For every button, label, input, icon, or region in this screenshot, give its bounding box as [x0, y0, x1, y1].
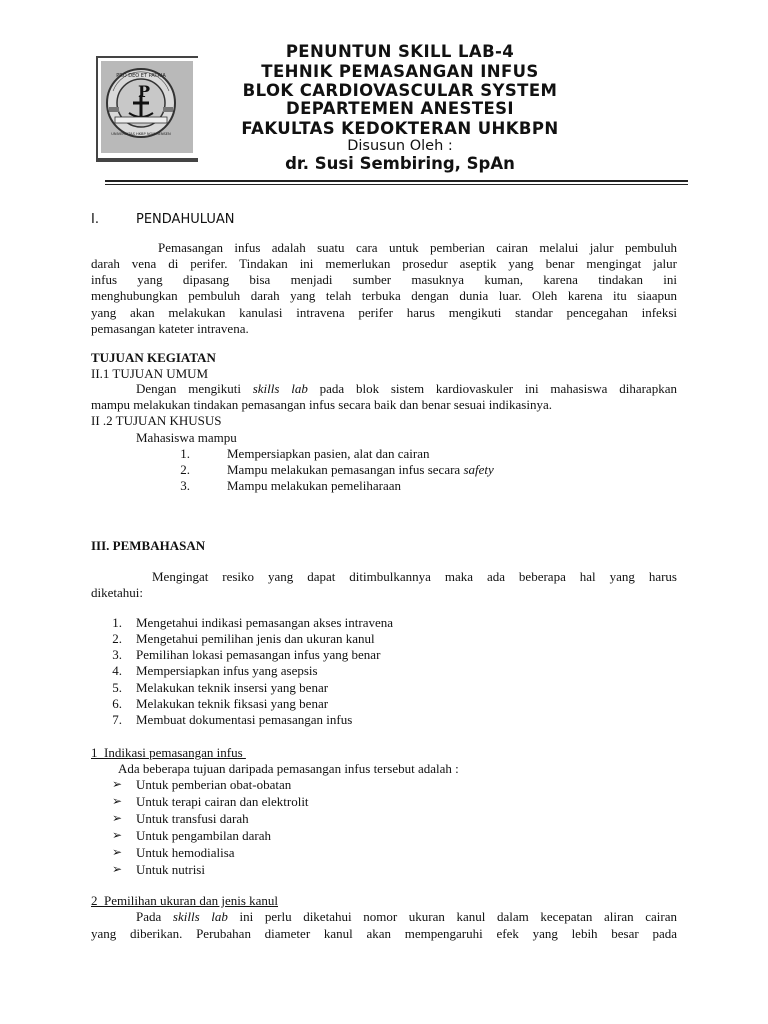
doc-title-line3: BLOK CARDIOVASCULAR SYSTEM: [242, 81, 558, 100]
tujuan-umum-text-b: pada blok sistem kardiovaskuler ini mahasiswa diharapkan: [307, 381, 677, 396]
section-1-title: PENDAHULUAN: [136, 212, 235, 227]
tujuan-item: Mempersiapkan pasien, alat dan cairan: [227, 446, 430, 461]
pembahasan-item: Mempersiapkan infus yang asepsis: [136, 663, 318, 678]
pembahasan-item-number: 5.: [112, 680, 122, 695]
section-3-title: III. PEMBAHASAN: [91, 538, 206, 553]
pembahasan-item-number: 7.: [112, 712, 122, 727]
indikasi-bullet: Untuk terapi cairan dan elektrolit: [136, 794, 309, 809]
tujuan-item: Mampu melakukan pemeliharaan: [227, 478, 401, 493]
header-rule-thick: [105, 180, 688, 182]
header-rule-thin: [105, 184, 688, 185]
para-1-line-5: yang akan melakukan kanulasi intravena perifer harus mengikuti standar pencegahan infeksi: [91, 305, 677, 320]
tujuan-umum-text-a: Dengan mengikuti: [136, 381, 253, 396]
kanul-para-line-2: yang diberikan. Perubahan diameter kanul akan mempengaruhi efek yang lebih besar pada: [91, 926, 677, 941]
section-2-title: TUJUAN KEGIATAN: [91, 350, 216, 365]
logo-motto-top: PRO DEO ET PATRIA: [116, 73, 166, 79]
subsection-1-title: 1 Indikasi pemasangan infus: [91, 745, 246, 760]
kanul-para-line-1: [91, 909, 677, 925]
tujuan-item-number: 1.: [180, 446, 190, 461]
indikasi-bullet: Untuk pemberian obat-obatan: [136, 777, 292, 792]
tujuan-item-text: Mampu melakukan pemasangan infus secara: [227, 462, 464, 477]
arrowhead-bullet-icon: ➢: [112, 828, 123, 842]
tujuan-khusus-intro: Mahasiswa mampu: [136, 430, 237, 445]
pembahasan-item: Melakukan teknik fiksasi yang benar: [136, 696, 329, 711]
tujuan-item-number: 2.: [180, 462, 190, 477]
para-1-line-1: Pemasangan infus adalah suatu cara untuk pemberian cairan melalui jalur pembuluh: [158, 240, 677, 255]
pembahasan-intro-line-1: Mengingat resiko yang dapat ditimbulkannya maka ada beberapa hal yang harus: [152, 569, 677, 584]
arrowhead-bullet-icon: ➢: [112, 811, 123, 825]
subsection-2-title: 2 Pemilihan ukuran dan jenis kanul: [91, 893, 279, 908]
tujuan-umum-line-2: mampu melakukan tindakan pemasangan infus secara baik dan benar sesuai indikasinya.: [91, 397, 552, 412]
subsection-2-2-title: II .2 TUJUAN KHUSUS: [91, 413, 222, 428]
kanul-text-b: ini perlu diketahui nomor ukuran kanul dalam kecepatan aliran cairan: [227, 909, 677, 924]
tujuan-item-number: 3.: [180, 478, 190, 493]
author-name: dr. Susi Sembiring, SpAn: [285, 154, 515, 173]
pembahasan-item: Mengetahui indikasi pemasangan akses intravena: [136, 615, 394, 630]
indikasi-bullet: Untuk hemodialisa: [136, 845, 235, 860]
para-1-line-6: pemasangan kateter intravena.: [91, 321, 249, 336]
subsection-2-1-title: II.1 TUJUAN UMUM: [91, 366, 209, 381]
pembahasan-item-number: 1.: [112, 615, 122, 630]
pembahasan-item: Membuat dokumentasi pemasangan infus: [136, 712, 353, 727]
kanul-italic: skills lab: [172, 909, 228, 924]
logo-motto-bottom: UNIVERSITAS HKBP NOMMENSEN: [111, 132, 171, 136]
doc-title-line4: DEPARTEMEN ANESTESI: [286, 99, 514, 118]
tujuan-umum-italic: skills lab: [252, 381, 308, 396]
author-label: Disusun Oleh :: [347, 138, 453, 154]
logo-letter: P: [137, 82, 151, 101]
para-1-line-4: menghubungkan pembuluh darah yang telah terbuka dengan dunia luar. Oleh karena itu siaapun: [91, 288, 677, 303]
para-1-line-3: infus yang dipasang bisa menjadi sumber masuknya kuman, karena tindakan ini: [91, 272, 677, 287]
indikasi-bullet: Untuk transfusi darah: [136, 811, 249, 826]
para-1-line-2: darah vena di perifer. Tindakan ini memerlukan prosedur aseptik yang benar mengingat jalur: [91, 256, 677, 271]
doc-title-line2: TEHNIK PEMASANGAN INFUS: [261, 62, 539, 81]
pembahasan-intro-line-2: diketahui:: [91, 585, 143, 600]
arrowhead-bullet-icon: ➢: [112, 794, 123, 808]
indikasi-intro: Ada beberapa tujuan daripada pemasangan infus tersebut adalah :: [118, 761, 459, 776]
tujuan-item: [227, 462, 494, 478]
arrowhead-bullet-icon: ➢: [112, 845, 123, 859]
pembahasan-item-number: 6.: [112, 696, 122, 711]
indikasi-bullet: Untuk pengambilan darah: [136, 828, 272, 843]
pembahasan-item: Pemilihan lokasi pemasangan infus yang benar: [136, 647, 381, 662]
arrowhead-bullet-icon: ➢: [112, 862, 123, 876]
kanul-text-a: Pada: [136, 909, 173, 924]
tujuan-item-italic: safety: [463, 462, 494, 477]
pembahasan-item: Mengetahui pemilihan jenis dan ukuran kanul: [136, 631, 375, 646]
pembahasan-item-number: 3.: [112, 647, 122, 662]
pembahasan-item-number: 4.: [112, 663, 122, 678]
arrowhead-bullet-icon: ➢: [112, 777, 123, 791]
pembahasan-item: Melakukan teknik insersi yang benar: [136, 680, 329, 695]
doc-title-line5: FAKULTAS KEDOKTERAN UHKBPN: [241, 119, 559, 138]
pembahasan-item-number: 2.: [112, 631, 122, 646]
doc-title-line1: PENUNTUN SKILL LAB-4: [285, 42, 515, 61]
indikasi-bullet: Untuk nutrisi: [136, 862, 205, 877]
tujuan-umum-line-1: [91, 381, 677, 397]
section-1-number: I.: [91, 212, 99, 227]
